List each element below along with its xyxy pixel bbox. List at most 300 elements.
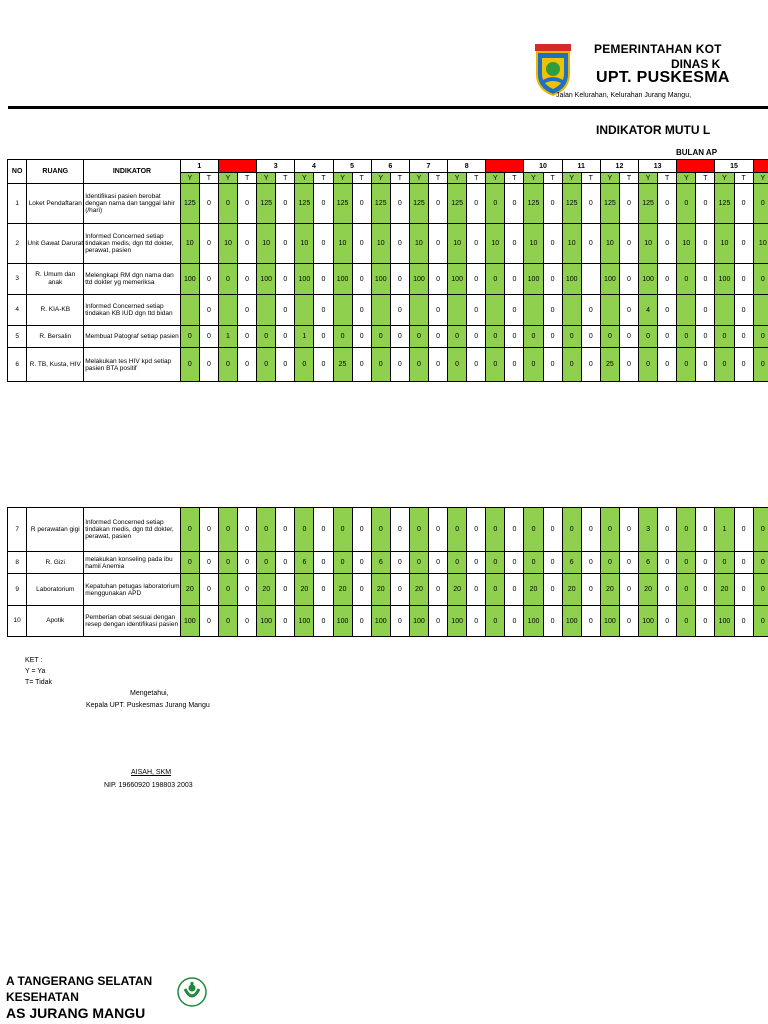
table-cell: 0 [505,295,524,326]
row-ruang: Unit Gawat Darurat [27,224,84,264]
table-row [8,508,768,552]
header-department-line: DINAS K [671,57,721,71]
table-cell: 100 [333,264,352,295]
table-cell: 0 [199,508,218,552]
table-cell: 10 [639,224,658,264]
table-cell: 0 [753,574,768,606]
table-cell: 0 [276,508,295,552]
table-cell: 0 [199,326,218,348]
table-cell: 0 [658,348,677,382]
day-header: 12 [600,160,638,173]
table-row [8,552,768,574]
subheader-y: Y [677,173,696,184]
table-cell [180,295,199,326]
subheader-t: T [352,173,371,184]
row-no: 8 [8,552,27,574]
table-cell: 0 [371,348,390,382]
table-cell: 0 [390,552,409,574]
subheader-t: T [543,173,562,184]
table-cell [409,295,428,326]
table-cell [753,295,768,326]
table-row [8,224,768,264]
table-cell: 0 [218,264,237,295]
table-cell: 0 [543,326,562,348]
table-cell: 0 [600,508,619,552]
table-cell: 100 [371,606,390,637]
month-label: BULAN AP [676,148,718,157]
table-cell: 0 [390,264,409,295]
table-cell: 0 [428,295,447,326]
table-cell: 0 [677,184,696,224]
table-cell: 0 [352,348,371,382]
row-no: 4 [8,295,27,326]
table-cell: 0 [543,184,562,224]
table-cell: 100 [257,606,276,637]
table-cell: 0 [753,552,768,574]
day-header: 11 [562,160,600,173]
subheader-y: Y [295,173,314,184]
table-cell: 0 [314,552,333,574]
table-cell: 0 [486,574,505,606]
table-cell: 0 [505,224,524,264]
table-cell: 0 [734,552,753,574]
subheader-y: Y [753,173,768,184]
table-cell: 0 [715,326,734,348]
table-cell: 0 [581,295,600,326]
table-cell: 100 [180,606,199,637]
table-cell: 0 [390,508,409,552]
row-no: 7 [8,508,27,552]
table-cell: 0 [696,295,715,326]
table-cell: 10 [180,224,199,264]
row-ruang: Loket Pendaftaran [27,184,84,224]
table-cell: 25 [600,348,619,382]
table-cell: 0 [619,264,638,295]
table-row [8,184,768,224]
table-cell [218,295,237,326]
table-cell: 0 [448,326,467,348]
table-cell [371,295,390,326]
table-cell [562,295,581,326]
row-no: 2 [8,224,27,264]
subheader-y: Y [486,173,505,184]
table-cell: 0 [543,264,562,295]
row-indikator: Melengkapi RM dgn nama dan ttd dokter yg memeriksa [84,264,181,295]
table-cell: 125 [715,184,734,224]
table-cell: 0 [696,348,715,382]
table-cell: 6 [639,552,658,574]
table-cell: 1 [218,326,237,348]
table-cell: 125 [295,184,314,224]
table-cell: 125 [409,184,428,224]
table-cell: 0 [734,264,753,295]
table-cell: 6 [371,552,390,574]
table-cell: 0 [734,295,753,326]
day-header: 4 [295,160,333,173]
row-indikator: Informed Concerned setiap tindakan medis, dgn ttd dokter, perawat, pasien [84,508,181,552]
table-cell: 0 [734,224,753,264]
row-indikator: Membuat Patograf setiap pasien [84,326,181,348]
table-row [8,326,768,348]
table-cell: 0 [276,326,295,348]
row-ruang: R. TB, Kusta, HIV [27,348,84,382]
legend-t: T= Tidak [25,679,53,686]
table-cell: 0 [753,184,768,224]
day-header: 9 [486,160,524,173]
table-cell: 0 [734,348,753,382]
day-header: 13 [639,160,677,173]
table-cell: 0 [314,264,333,295]
table-cell: 0 [333,326,352,348]
header-indikator: INDIKATOR [84,160,181,184]
table-cell: 0 [581,224,600,264]
table-cell: 0 [753,264,768,295]
table-cell: 0 [696,326,715,348]
table-cell: 100 [257,264,276,295]
table-cell: 100 [333,606,352,637]
table-cell: 0 [734,508,753,552]
subheader-t: T [428,173,447,184]
table-cell: 0 [581,606,600,637]
table-cell: 0 [276,348,295,382]
table-cell: 0 [238,264,257,295]
row-ruang: R. Bersalin [27,326,84,348]
table-cell: 20 [524,574,543,606]
table-cell: 0 [199,552,218,574]
table-cell: 100 [524,606,543,637]
day-header: 15 [715,160,753,173]
table-cell: 0 [276,552,295,574]
table-cell: 0 [734,606,753,637]
table-cell: 125 [562,184,581,224]
table-cell: 0 [352,224,371,264]
table-cell: 0 [619,224,638,264]
table-cell: 0 [486,348,505,382]
table-row [8,348,768,382]
table-cell: 10 [371,224,390,264]
sign-mengetahui: Mengetahui, [130,690,169,697]
table-cell: 0 [658,295,677,326]
header-ruang: RUANG [27,160,84,184]
table-cell: 100 [639,264,658,295]
table-cell: 0 [276,295,295,326]
table-cell: 0 [562,348,581,382]
table-cell: 10 [486,224,505,264]
table-cell: 0 [467,606,486,637]
table-cell: 20 [448,574,467,606]
row-ruang: Laboratorium [27,574,84,606]
table-cell: 20 [371,574,390,606]
table-cell: 0 [524,326,543,348]
subheader-y: Y [180,173,199,184]
table-cell [333,295,352,326]
table-cell: 0 [390,326,409,348]
table-cell: 0 [543,348,562,382]
table-cell: 0 [180,508,199,552]
table-cell: 0 [543,295,562,326]
table-cell: 0 [696,508,715,552]
table-cell: 0 [429,552,448,574]
table-cell: 0 [448,348,467,382]
table-cell: 0 [390,224,409,264]
table-cell: 0 [658,224,677,264]
table-row [8,574,768,606]
table-cell: 0 [505,508,524,552]
table-cell: 0 [562,508,581,552]
table-cell: 0 [753,348,768,382]
table-cell: 0 [677,508,696,552]
subheader-t: T [238,173,257,184]
sign-position: Kepala UPT. Puskesmas Jurang Mangu [86,702,210,709]
table-cell: 0 [486,606,505,637]
table-cell: 0 [505,184,524,224]
table-cell: 0 [333,508,352,552]
table-cell: 0 [314,295,333,326]
day-header: 5 [333,160,371,173]
table-cell: 0 [505,552,524,574]
table-cell: 0 [753,508,768,552]
table-cell: 0 [218,574,237,606]
table-cell: 100 [295,264,314,295]
table-cell: 0 [753,326,768,348]
subheader-t: T [505,173,524,184]
table-cell [677,295,696,326]
table-cell: 0 [352,508,371,552]
table-cell: 0 [467,295,486,326]
table-cell: 0 [314,184,333,224]
header-divider [8,106,768,109]
table-cell: 100 [409,264,428,295]
table-cell: 0 [505,264,524,295]
row-indikator: Melakukan tes HIV kpd setiap pasien BTA positif [84,348,181,382]
table-cell: 0 [352,606,371,637]
table-cell: 100 [448,264,467,295]
table-cell: 100 [715,264,734,295]
table-row [8,295,768,326]
table-cell: 0 [314,606,333,637]
table-cell: 0 [448,552,467,574]
table-cell: 0 [390,606,409,637]
table-cell: 0 [352,326,371,348]
table-cell: 0 [467,264,486,295]
table-cell: 0 [199,606,218,637]
table-cell: 0 [390,184,409,224]
table-cell: 125 [371,184,390,224]
table-cell: 0 [619,184,638,224]
table-cell: 10 [677,224,696,264]
table-cell: 0 [581,326,600,348]
table-cell: 0 [276,606,295,637]
table-cell: 125 [180,184,199,224]
table-cell: 10 [409,224,428,264]
day-header: 14 [677,160,715,173]
table-cell: 0 [276,184,295,224]
table-cell: 1 [295,326,314,348]
table-cell [486,295,505,326]
subheader-t: T [658,173,677,184]
table-cell: 0 [238,552,257,574]
table-cell: 0 [257,508,276,552]
subheader-t: T [734,173,753,184]
table-cell: 25 [333,348,352,382]
table-cell: 0 [467,574,486,606]
table-cell: 10 [753,224,768,264]
table-cell: 20 [639,574,658,606]
table-cell: 0 [314,224,333,264]
table-cell [715,295,734,326]
table-cell: 0 [352,552,371,574]
subheader-y: Y [715,173,734,184]
table-cell: 0 [715,348,734,382]
table-cell: 0 [486,326,505,348]
subheader-t: T [199,173,218,184]
table-cell: 0 [658,508,677,552]
table-cell: 0 [734,574,753,606]
table-cell: 0 [429,508,448,552]
table-cell: 0 [543,574,562,606]
table-cell: 20 [295,574,314,606]
table-cell: 0 [505,606,524,637]
table-cell: 0 [218,606,237,637]
table-cell: 0 [238,574,257,606]
table-cell: 0 [658,574,677,606]
table-cell: 3 [639,508,658,552]
table-cell: 0 [199,264,218,295]
day-header: 10 [524,160,562,173]
table-cell: 0 [257,552,276,574]
table-cell: 0 [218,184,237,224]
table-cell: 20 [715,574,734,606]
table-cell: 0 [734,184,753,224]
table-cell: 0 [486,264,505,295]
table-cell: 0 [352,295,371,326]
row-ruang: R. Umum dan anak [27,264,84,295]
table-cell: 0 [199,184,218,224]
table-cell [600,295,619,326]
table-cell: 0 [409,348,428,382]
row-indikator: Pemberian obat sesuai dengan resep dengan identifikasi pasien [84,606,181,637]
table-cell: 0 [390,348,409,382]
header-address: Jalan Kelurahan, Kelurahan Jurang Mangu, [556,92,692,99]
table-cell: 20 [562,574,581,606]
table-cell: 10 [600,224,619,264]
table-cell: 0 [658,326,677,348]
table-cell: 0 [581,348,600,382]
table-cell: 0 [333,552,352,574]
subheader-t: T [581,173,600,184]
table-cell: 0 [486,184,505,224]
subheader-y: Y [371,173,390,184]
table-cell: 0 [352,574,371,606]
table-cell: 0 [467,552,486,574]
table-cell: 0 [467,184,486,224]
table-cell: 0 [505,574,524,606]
day-header: 6 [371,160,409,173]
table-cell: 0 [696,264,715,295]
table-cell: 0 [199,574,218,606]
table-cell: 0 [180,348,199,382]
table-cell: 0 [409,552,428,574]
subheader-y: Y [257,173,276,184]
table-cell: 20 [409,574,428,606]
table-cell: 0 [543,606,562,637]
table-cell: 0 [467,326,486,348]
table-cell: 0 [390,574,409,606]
table-cell: 0 [428,348,447,382]
table-cell: 125 [600,184,619,224]
table-cell: 0 [658,552,677,574]
table-cell: 0 [619,295,638,326]
table-cell: 0 [696,552,715,574]
day-header: 3 [257,160,295,173]
table-cell: 0 [409,326,428,348]
subheader-y: Y [639,173,658,184]
table-cell: 1 [715,508,734,552]
row-indikator: Informed Concerned setiap tindakan KB IUD dgn ttd bidan [84,295,181,326]
table-cell: 100 [448,606,467,637]
table-cell: 0 [428,224,447,264]
table-cell: 0 [238,224,257,264]
row-ruang: Apotik [27,606,84,637]
subheader-t: T [467,173,486,184]
table-cell: 6 [295,552,314,574]
row-no: 10 [8,606,27,637]
table-cell: 0 [581,574,600,606]
table-cell [295,295,314,326]
table-cell: 0 [276,224,295,264]
day-header: 16 [753,160,768,173]
subheader-t: T [696,173,715,184]
table-cell: 10 [524,224,543,264]
table-cell: 100 [562,264,581,295]
table-cell: 0 [619,508,638,552]
table-cell: 100 [600,606,619,637]
table-cell: 0 [467,508,486,552]
table-cell: 0 [295,348,314,382]
header-puskesmas-line: UPT. PUSKESMA [596,69,730,86]
table-cell: 0 [390,295,409,326]
table-cell: 10 [295,224,314,264]
table-cell: 0 [677,348,696,382]
row-no: 6 [8,348,27,382]
table-cell: 10 [333,224,352,264]
table-cell: 0 [600,552,619,574]
table-cell: 0 [696,184,715,224]
subheader-y: Y [409,173,428,184]
table-cell: 0 [505,326,524,348]
table-cell: 0 [257,348,276,382]
table-cell: 125 [257,184,276,224]
row-ruang: R. Gizi [27,552,84,574]
row-no: 9 [8,574,27,606]
subheader-y: Y [448,173,467,184]
table-cell: 10 [257,224,276,264]
table-cell: 0 [677,326,696,348]
row-no: 3 [8,264,27,295]
table-cell: 0 [428,264,447,295]
table-cell: 0 [180,326,199,348]
table-row [8,264,768,295]
table-cell: 0 [639,326,658,348]
table-cell: 0 [658,264,677,295]
table-cell: 0 [371,326,390,348]
table-cell: 10 [562,224,581,264]
footer-puskesmas-line: AS JURANG MANGU [6,1005,146,1021]
table-cell: 0 [276,574,295,606]
table-cell: 0 [238,508,257,552]
table-cell: 6 [562,552,581,574]
table-cell: 0 [715,552,734,574]
